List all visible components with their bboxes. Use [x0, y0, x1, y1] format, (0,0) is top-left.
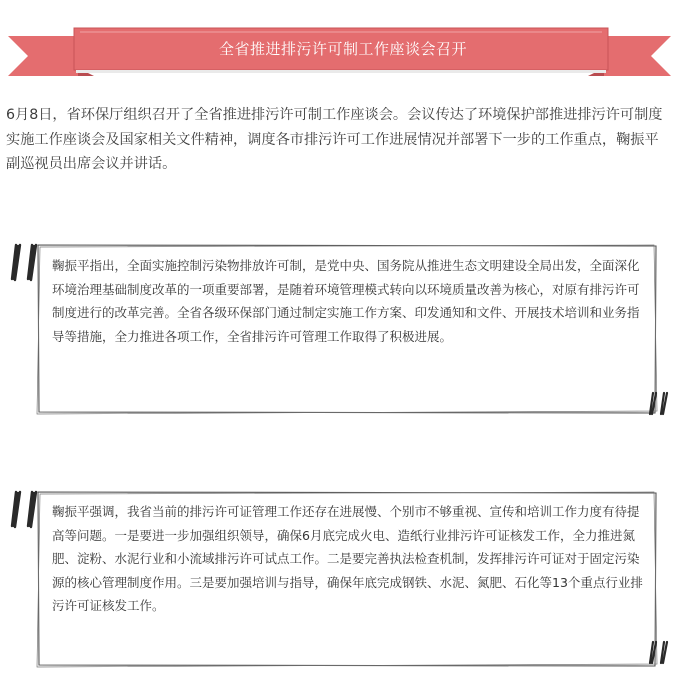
open-quote-mark-icon [10, 243, 46, 283]
ribbon-left-tail [8, 36, 78, 76]
close-quote-mark-icon [646, 640, 672, 666]
title-banner [0, 18, 679, 80]
quote-text-2: 鞠振平强调，我省当前的排污许可证管理工作还存在进展慢、个别市不够重视、宣传和培训工作力度有待提高等问题。一是要进一步加强组织领导，确保6月底完成火电、造纸行业排污许可证核发工作，全力推进氮肥、淀粉、水泥行业和小流域排污许可试点工作。二是要完善执法检查机制，发挥排污许可证对于固定污染源的核心管理制度作用。三是要加强培训与指导，确保年底完成钢铁、水泥、氮肥、石化等13个重点行业排污许可证核发工作。 [52, 504, 643, 613]
quote-box-1 [36, 243, 658, 415]
quote-box-2 [36, 490, 658, 668]
ribbon-shadow [76, 70, 606, 73]
page-title: 全省推进排污许可制工作座谈会召开 [218, 40, 467, 58]
quote-text-1: 鞠振平指出，全面实施控制污染物排放许可制，是党中央、国务院从推进生态文明建设全局出发，全面深化环境治理基础制度改革的一项重要部署，是随着环境管理模式转向以环境质量改善为核心，对原有排污许可制度进行的改革完善。全省各级环保部门通过制定实施工作方案、印发通知和文件、开展技术培训和业务指导等措施，全力推进各项工作，全省排污许可管理工作取得了积极进展。 [52, 258, 640, 344]
close-quote-mark-icon [646, 391, 672, 417]
intro-paragraph: 6月8日，省环保厅组织召开了全省推进排污许可制工作座谈会。会议传达了环境保护部推进排污许可制度实施工作座谈会及国家相关文件精神，调度各市排污许可工作进展情况并部署下一步的工作重点，鞠振平副巡视员出席会议并讲话。 [6, 107, 663, 172]
ribbon-right-tail [604, 36, 671, 76]
open-quote-mark-icon [10, 490, 46, 530]
